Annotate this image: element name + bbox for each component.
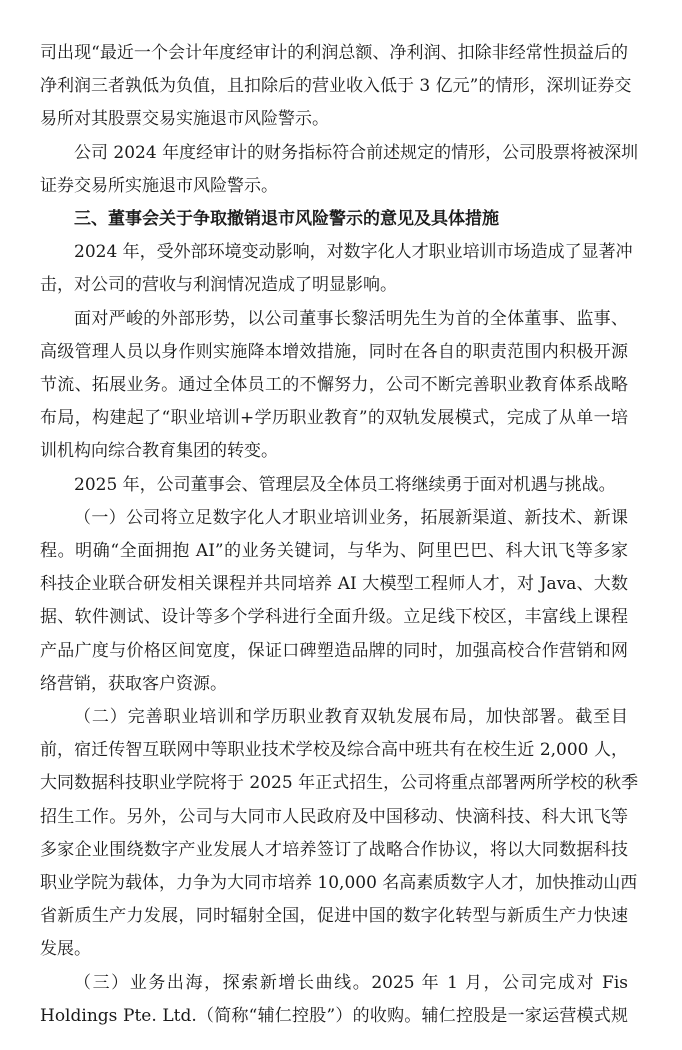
text-line: 公司 2024 年度经审计的财务指标符合前述规定的情形，公司股票将被深圳 [74,142,639,163]
text-line: 络营销，获取客户资源。 [40,673,227,694]
text-line: 多家企业围绕数字产业发展人才培养签订了战略合作协议，将以大同数据科技 [40,839,628,860]
section-heading: 三、董事会关于争取撤销退市风险警示的意见及具体措施 [74,209,499,229]
text-line: 招生工作。另外，公司与大同市人民政府及中国移动、快滴科技、科大讯飞等 [40,806,628,827]
text-line: 产品广度与价格区间宽度，保证口碑塑造品牌的同时，加强高校合作营销和网 [40,640,628,661]
text-line: 高级管理人员以身作则实施降本增效措施，同时在各自的职责范围内积极开源 [40,341,628,362]
text-line: 2024 年，受外部环境变动影响，对数字化人才职业培训市场造成了显著冲 [74,242,633,263]
text-line: 省新质生产力发展，同时辐射全国，促进中国的数字化转型与新质生产力快速 [40,906,628,927]
text-line: 节流、拓展业务。通过全体员工的不懈努力，公司不断完善职业教育体系战略 [40,375,628,395]
text-line: 击，对公司的营收与利润情况造成了明显影响。 [40,275,397,296]
text-line: 职业学院为载体，力争为大同市培养 10,000 名高素质数字人才，加快推动山西 [40,873,638,893]
text-line: 布局，构建起了“职业培训+学历职业教育”的双轨发展模式，完成了从单一培 [40,408,628,429]
text-line: （一）公司将立足数字化人才职业培训业务，拓展新渠道、新技术、新课 [74,507,628,528]
text-line: （三）业务出海，探索新增长曲线。2025 年 1 月，公司完成对 Fis [74,972,628,993]
text-line: 前，宿迁传智互联网中等职业技术学校及综合高中班共有在校生近 2,000 人， [40,740,628,761]
text-line: 训机构向综合教育集团的转变。 [40,441,278,462]
text-line: 净利润三者孰低为负值，且扣除后的营业收入低于 3 亿元”的情形，深圳证券交 [40,76,632,97]
text-line: 科技企业联合研发相关课程并共同培养 AI 大模型工程师人才，对 Java、大数 [40,574,628,595]
text-line: 据、软件测试、设计等多个学科进行全面升级。立足线下校区，丰富线上课程 [40,607,628,628]
text-line: 大同数据科技职业学院将于 2025 年正式招生，公司将重点部署两所学校的秋季 [40,773,639,794]
text-line: 程。明确“全面拥抱 AI”的业务关键词，与华为、阿里巴巴、科大讯飞等多家 [40,541,628,561]
text-line: （二）完善职业培训和学历职业教育双轨发展布局，加快部署。截至目 [74,707,628,727]
text-line: 面对严峻的外部形势，以公司董事长黎活明先生为首的全体董事、监事、 [74,308,628,329]
text-line: 易所对其股票交易实施退市风险警示。 [40,109,329,130]
text-line: Holdings Pte. Ltd.（简称“辅仁控股”）的收购。辅仁控股是一家运营模式规 [40,1005,628,1026]
text-line: 证券交易所实施退市风险警示。 [40,175,278,196]
text-line: 司出现“最近一个会计年度经审计的利润总额、净利润、扣除非经常性损益后的 [40,43,628,63]
text-line: 2025 年，公司董事会、管理层及全体员工将继续勇于面对机遇与挑战。 [74,474,616,495]
text-line: 发展。 [40,939,91,960]
